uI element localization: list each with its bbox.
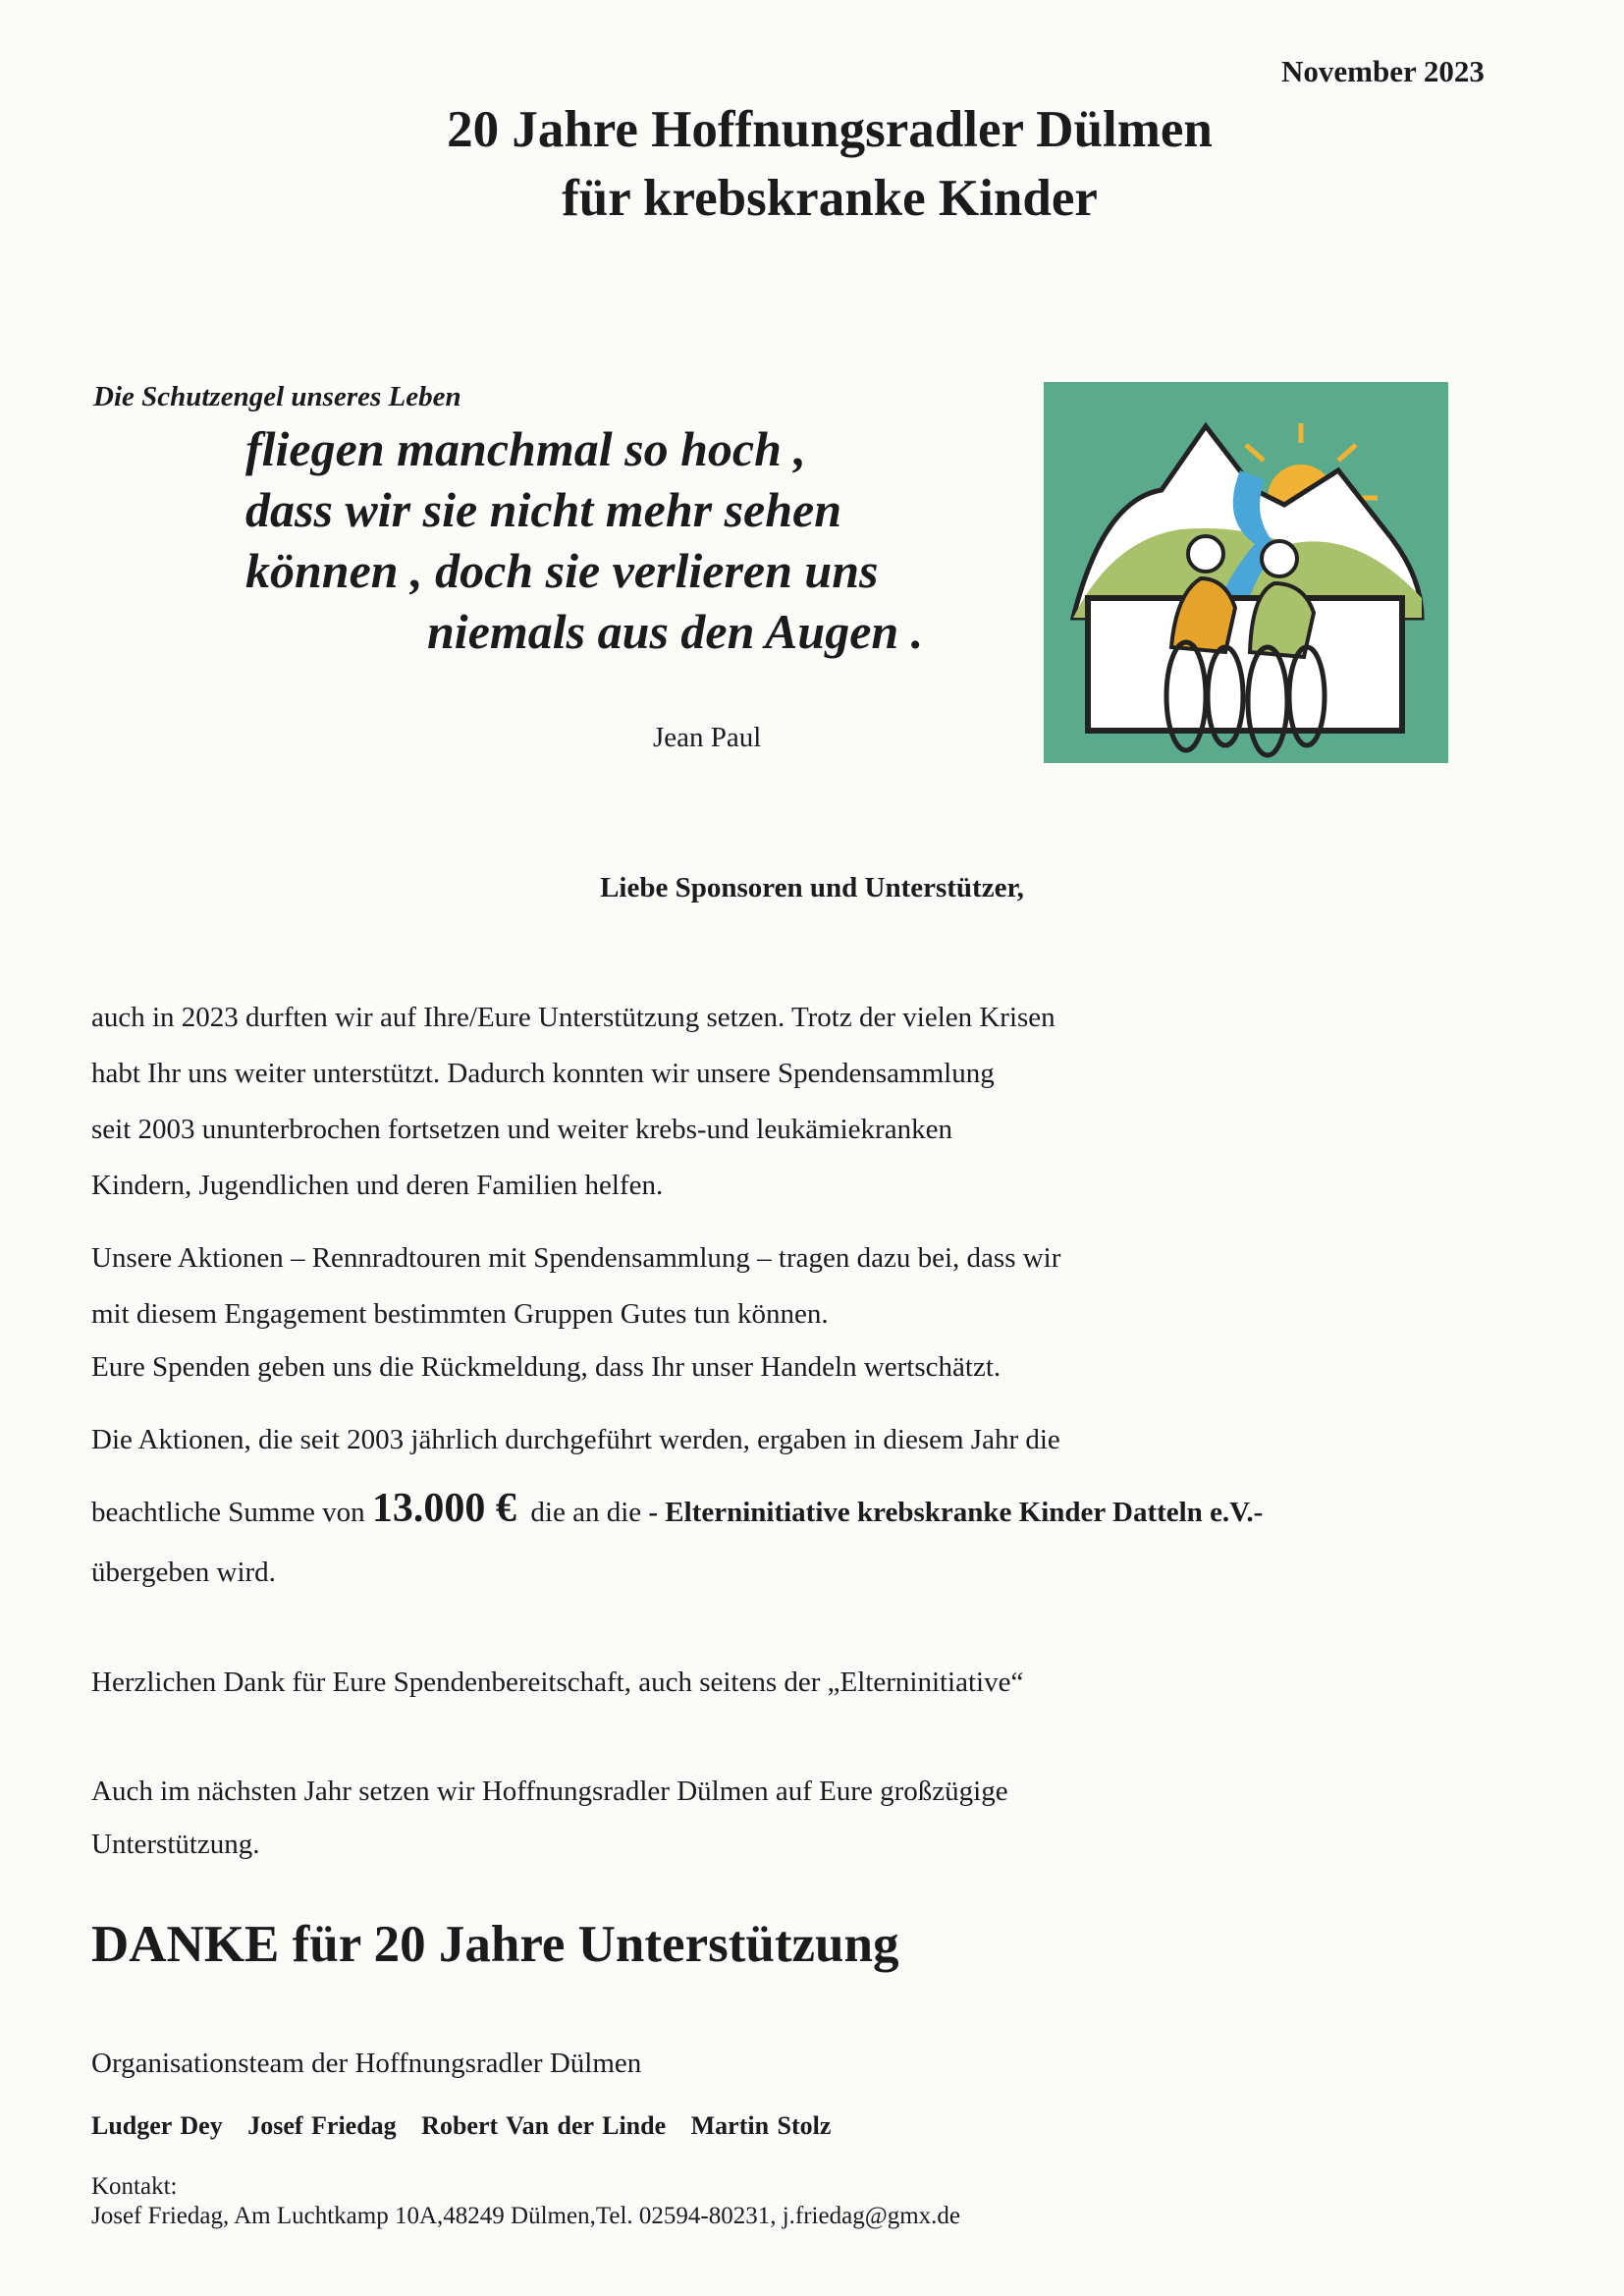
quote-author: Jean Paul xyxy=(653,722,762,753)
quote-line-1: fliegen manchmal so hoch , xyxy=(245,421,806,476)
paragraph-1-line-1: auch in 2023 durften wir auf Ihre/Eure Unterstützung setzen. Trotz der vielen Krisen xyxy=(91,1002,1056,1033)
paragraph-1-line-4: Kindern, Jugendlichen und deren Familien helfen. xyxy=(91,1170,664,1201)
paragraph-3-line-1: Die Aktionen, die seit 2003 jährlich durchgeführt werden, ergaben in diesem Jahr die xyxy=(91,1424,1060,1455)
paragraph-2-line-1: Unsere Aktionen – Rennradtouren mit Spendensammlung – tragen dazu bei, dass wir xyxy=(91,1242,1061,1274)
paragraph-1-line-3: seit 2003 ununterbrochen fortsetzen und weiter krebs-und leukämiekranken xyxy=(91,1114,952,1145)
letter-date: November 2023 xyxy=(1281,54,1485,88)
paragraph-4: Herzlichen Dank für Eure Spendenbereitschaft, auch seitens der „Elterninitiative“ xyxy=(91,1667,1024,1698)
paragraph-1-line-2: habt Ihr uns weiter unterstützt. Dadurch konnten wir unsere Spendensammlung xyxy=(91,1058,995,1089)
team-names xyxy=(91,2111,831,2141)
team-member: Ludger Dey xyxy=(91,2111,223,2140)
title-line-1: 20 Jahre Hoffnungsradler Dülmen xyxy=(447,101,1213,158)
contact-label: Kontakt: xyxy=(91,2173,178,2200)
quote-line-4: niemals aus den Augen . xyxy=(427,604,924,659)
salutation: Liebe Sponsoren und Unterstützer, xyxy=(600,872,1024,903)
cyclists-logo-icon xyxy=(1044,382,1448,763)
quote-intro: Die Schutzengel unseres Leben xyxy=(93,381,461,412)
team-member: Josef Friedag xyxy=(247,2111,397,2140)
paragraph-2-line-3: Eure Spenden geben uns die Rückmeldung, dass Ihr unser Handeln wertschätzt. xyxy=(91,1351,1001,1383)
paragraph-5-line-2: Unterstützung. xyxy=(91,1829,260,1860)
quote-line-3: können , doch sie verlieren uns xyxy=(245,543,879,598)
paragraph-2-line-2: mit diesem Engagement bestimmten Gruppen Gutes tun können. xyxy=(91,1298,829,1330)
team-line: Organisationsteam der Hoffnungsradler Dülmen xyxy=(91,2048,642,2079)
team-member: Robert Van der Linde xyxy=(421,2111,667,2140)
paragraph-3-line-2 xyxy=(91,1485,1263,1532)
team-member: Martin Stolz xyxy=(690,2111,832,2140)
amount-intro: beachtliche Summe von xyxy=(91,1497,365,1528)
paragraph-3-line-3: übergeben wird. xyxy=(91,1557,276,1588)
amount-connector: die an die xyxy=(530,1497,642,1528)
title-line-2: für krebskranke Kinder xyxy=(562,170,1098,227)
thanks-heading: DANKE für 20 Jahre Unterstützung xyxy=(91,1916,899,1973)
donation-amount: 13.000 € xyxy=(371,1486,516,1531)
quote-line-2: dass wir sie nicht mehr sehen xyxy=(245,482,842,537)
paragraph-5-line-1: Auch im nächsten Jahr setzen wir Hoffnungsradler Dülmen auf Eure großzügige xyxy=(91,1776,1008,1807)
contact-details: Josef Friedag, Am Luchtkamp 10A,48249 Dülmen,Tel. 02594-80231, j.friedag@gmx.de xyxy=(91,2203,961,2229)
recipient-organization: - Elterninitiative krebskranke Kinder Datteln e.V.- xyxy=(648,1497,1264,1528)
